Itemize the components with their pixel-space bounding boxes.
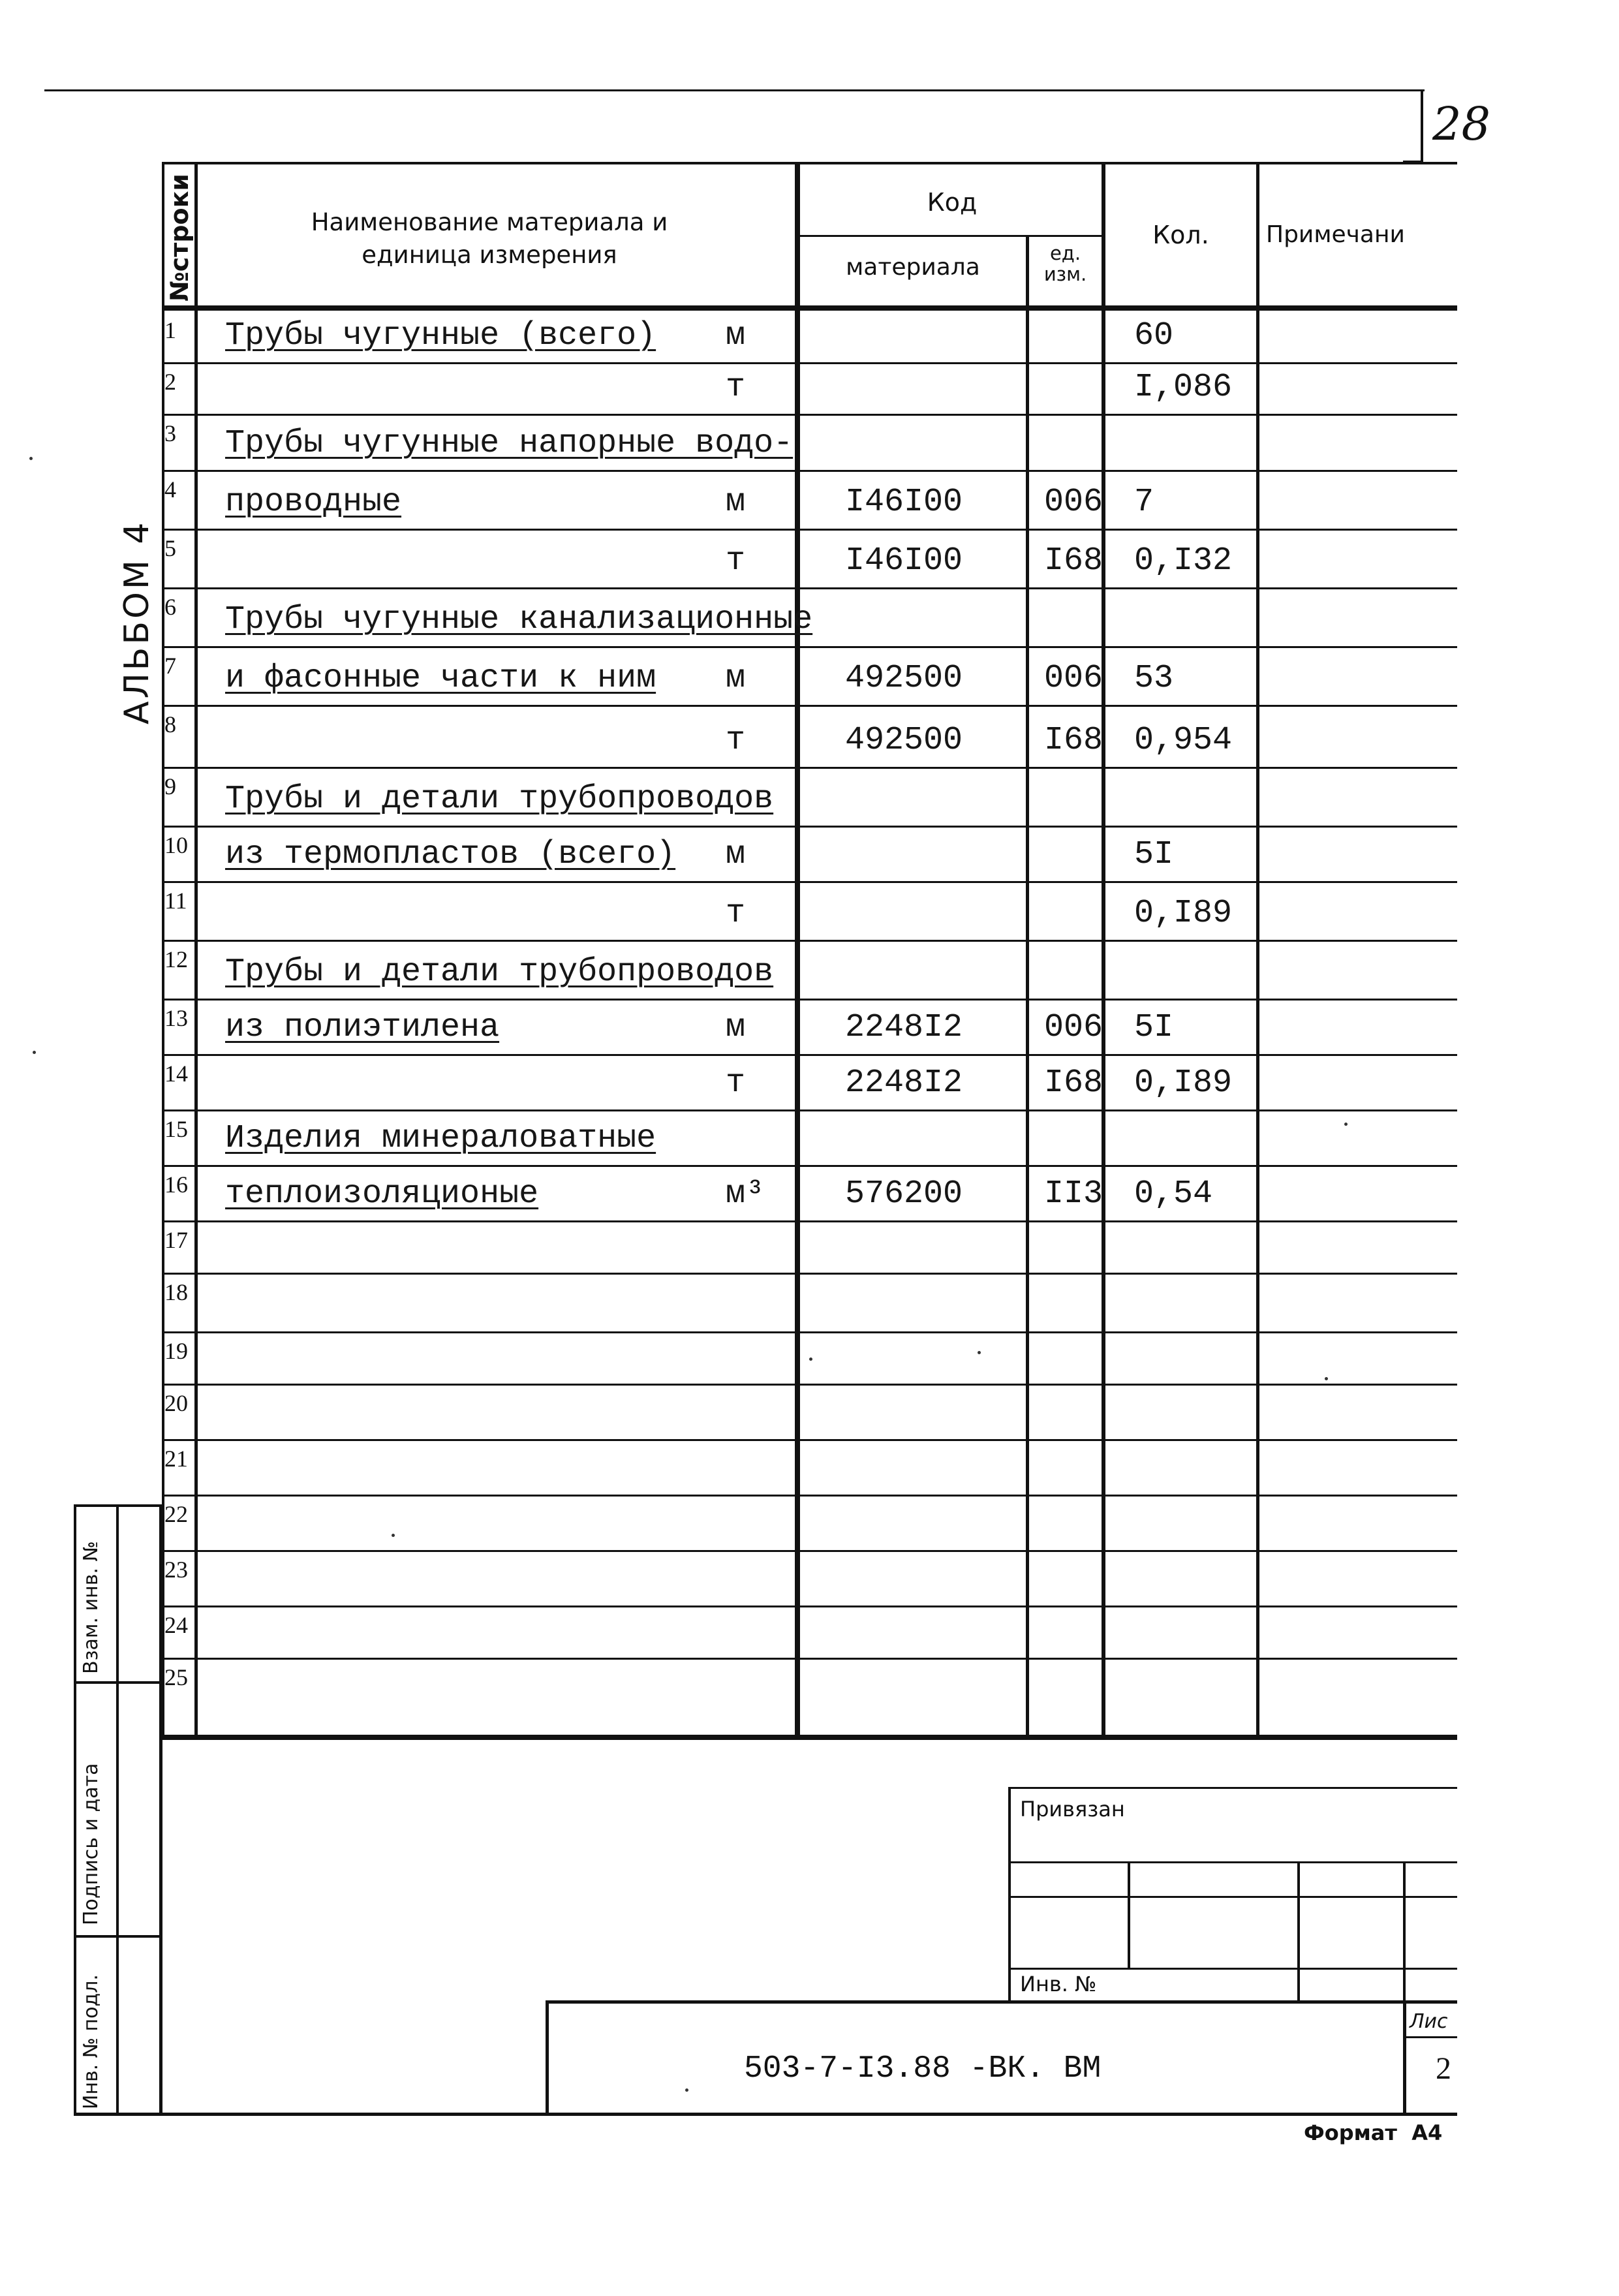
row-line	[162, 362, 1457, 364]
col-line-unit	[1102, 162, 1105, 1740]
row-number: 13	[164, 1005, 188, 1031]
row-unit: м	[726, 836, 746, 873]
top-rule	[44, 89, 1425, 91]
frame-bottom	[74, 2113, 1457, 2116]
side-vzam: Взам. инв. №	[80, 1541, 102, 1674]
row-material-name: и фасонные части к ним	[225, 660, 656, 697]
col-line-qty	[1256, 162, 1259, 1740]
row-material-name: из полиэтилена	[225, 1009, 500, 1046]
row-number: 7	[164, 653, 176, 679]
sheet-label-line	[1403, 2036, 1457, 2038]
header-material: материала	[846, 254, 980, 281]
row-number: 10	[164, 832, 188, 858]
row-number: 15	[164, 1116, 188, 1142]
row-number: 12	[164, 946, 188, 972]
scan-speck	[1325, 1377, 1328, 1380]
row-unit: т	[726, 369, 746, 406]
scan-speck	[685, 2088, 688, 2092]
title-block-top	[546, 2000, 1457, 2004]
header-unit: ед. изм.	[1043, 242, 1087, 285]
row-quantity: 0,954	[1134, 722, 1233, 759]
album-label: АЛЬБОМ 4	[117, 520, 157, 724]
header-bottom-line	[162, 305, 1457, 311]
row-material-name: из термопластов (всего)	[225, 836, 676, 873]
header-code: Код	[927, 188, 978, 217]
row-material-code: 2248I2	[845, 1009, 963, 1046]
row-line	[162, 999, 1457, 1001]
row-unit: м	[726, 317, 746, 354]
row-number: 25	[164, 1664, 188, 1690]
row-unit-code: II3	[1044, 1175, 1103, 1213]
row-line	[162, 1331, 1457, 1333]
row-unit-code: 006	[1044, 1009, 1103, 1046]
row-unit: т	[726, 1064, 746, 1102]
scan-speck	[29, 457, 33, 460]
row-material-code: 492500	[845, 722, 963, 759]
stamp-grid-v2	[1297, 1861, 1300, 2002]
privyazan-top	[1008, 1787, 1457, 1789]
row-number: 16	[164, 1171, 188, 1198]
row-quantity: 5I	[1134, 836, 1174, 873]
row-unit: м	[726, 1009, 746, 1046]
table-bottom-line	[162, 1735, 1457, 1740]
row-material-name: Трубы чугунные (всего)	[225, 317, 656, 354]
row-line	[162, 1384, 1457, 1386]
scan-speck	[1344, 1123, 1348, 1126]
row-material-code: I46I00	[845, 484, 963, 521]
stamp-grid-v3	[1403, 1861, 1406, 2002]
row-material-code: 2248I2	[845, 1064, 963, 1102]
row-material-name: теплоизоляционые	[225, 1175, 539, 1213]
row-material-name: Трубы и детали трубопроводов	[225, 954, 774, 991]
row-line	[162, 470, 1457, 472]
row-line	[162, 1439, 1457, 1441]
row-number: 11	[164, 888, 187, 914]
format-label: Формат А4	[1304, 2120, 1443, 2145]
row-number: 20	[164, 1390, 188, 1416]
row-number: 24	[164, 1612, 188, 1638]
side-inv-podl: Инв. № подл.	[80, 1974, 102, 2109]
row-quantity: 0,I89	[1134, 1064, 1233, 1102]
row-material-name: Трубы и детали трубопроводов	[225, 781, 774, 818]
page-number: 28	[1432, 97, 1491, 151]
row-unit-code: I68	[1044, 542, 1103, 580]
row-line	[162, 767, 1457, 769]
row-quantity: 53	[1134, 660, 1174, 697]
row-number: 3	[164, 420, 176, 446]
row-number: 19	[164, 1338, 188, 1364]
row-quantity: I,086	[1134, 369, 1233, 406]
row-number: 8	[164, 711, 176, 737]
sheet-number: 2	[1436, 2051, 1451, 2086]
row-quantity: 0,I32	[1134, 542, 1233, 580]
row-unit: м³	[726, 1175, 765, 1213]
row-line	[162, 881, 1457, 883]
side-podpis: Подпись и дата	[80, 1763, 102, 1925]
row-line	[162, 1273, 1457, 1275]
top-corner-line	[1421, 91, 1423, 162]
row-number: 9	[164, 773, 176, 799]
title-block-left	[546, 2000, 549, 2116]
row-number: 21	[164, 1446, 188, 1472]
row-line	[162, 1109, 1457, 1111]
scan-speck	[392, 1534, 395, 1537]
stamp-left-outer	[74, 1504, 76, 2115]
col-line-rownum	[194, 162, 198, 1740]
privyazan-label: Привязан	[1020, 1797, 1125, 1822]
row-unit: т	[726, 542, 746, 580]
header-qty: Кол.	[1152, 221, 1209, 249]
row-quantity: 0,54	[1134, 1175, 1213, 1213]
row-line	[162, 1495, 1457, 1497]
stamp-grid-3	[1008, 1968, 1457, 1970]
row-number: 2	[164, 369, 176, 395]
row-number: 14	[164, 1061, 188, 1087]
scan-speck	[33, 1051, 36, 1054]
stamp-left-inner	[116, 1504, 119, 2115]
row-unit-code: 006	[1044, 484, 1103, 521]
scan-speck	[809, 1357, 812, 1361]
row-line	[162, 1165, 1457, 1167]
row-line	[162, 1054, 1457, 1056]
stamp-grid-2	[1008, 1896, 1457, 1898]
row-line	[162, 1550, 1457, 1552]
row-number: 17	[164, 1227, 188, 1253]
row-unit-code: I68	[1044, 1064, 1103, 1102]
row-line	[162, 587, 1457, 589]
row-line	[162, 414, 1457, 416]
row-material-name: проводные	[225, 484, 402, 521]
row-line	[162, 1220, 1457, 1222]
title-block-sheet-line	[1403, 2000, 1406, 2116]
row-line	[162, 646, 1457, 648]
row-quantity: 60	[1134, 317, 1174, 354]
row-unit-code: I68	[1044, 722, 1103, 759]
row-quantity: 5I	[1134, 1009, 1174, 1046]
row-unit: т	[726, 722, 746, 759]
table-top-line	[162, 162, 1457, 164]
row-material-code: 576200	[845, 1175, 963, 1213]
stamp-left-frame	[159, 1504, 162, 2115]
row-number: 22	[164, 1501, 188, 1527]
row-line	[162, 1606, 1457, 1607]
row-quantity: 7	[1134, 484, 1154, 521]
row-material-name: Трубы чугунные напорные водо-	[225, 425, 794, 462]
header-name: Наименование материала и единица измерения	[311, 208, 668, 269]
inv-no-label: Инв. №	[1020, 1972, 1097, 1996]
header-note: Примечани	[1266, 221, 1405, 248]
row-number: 6	[164, 594, 176, 620]
row-unit-code: 006	[1044, 660, 1103, 697]
row-line	[162, 826, 1457, 828]
row-unit: м	[726, 484, 746, 521]
row-material-code: 492500	[845, 660, 963, 697]
row-number: 18	[164, 1279, 188, 1305]
row-line	[162, 705, 1457, 707]
row-number: 23	[164, 1557, 188, 1583]
sheet-label: Лис	[1410, 2010, 1448, 2033]
row-line	[162, 1658, 1457, 1660]
col-line-code	[1026, 235, 1029, 1740]
doc-code: 503-7-I3.88 -ВК. ВМ	[744, 2051, 1102, 2087]
stamp-grid-v1	[1128, 1861, 1130, 1970]
row-material-name: Изделия минераловатные	[225, 1120, 656, 1157]
row-number: 1	[164, 317, 176, 343]
row-number: 4	[164, 476, 176, 503]
stamp-grid-1	[1008, 1861, 1457, 1863]
row-line	[162, 529, 1457, 531]
row-unit: м	[726, 660, 746, 697]
row-material-code: I46I00	[845, 542, 963, 580]
scan-speck	[978, 1351, 981, 1354]
row-number: 5	[164, 535, 176, 561]
privyazan-left	[1008, 1787, 1011, 2002]
stamp-left-div2	[74, 1935, 162, 1938]
code-subheader-line	[797, 235, 1104, 237]
stamp-left-div1	[74, 1681, 162, 1684]
row-unit: т	[726, 895, 746, 932]
row-line	[162, 940, 1457, 942]
col-line-name	[795, 162, 800, 1740]
header-row-no: №строки	[165, 174, 194, 302]
row-material-name: Трубы чугунные канализационные	[225, 601, 813, 638]
row-quantity: 0,I89	[1134, 895, 1233, 932]
stamp-left-top	[74, 1504, 162, 1507]
